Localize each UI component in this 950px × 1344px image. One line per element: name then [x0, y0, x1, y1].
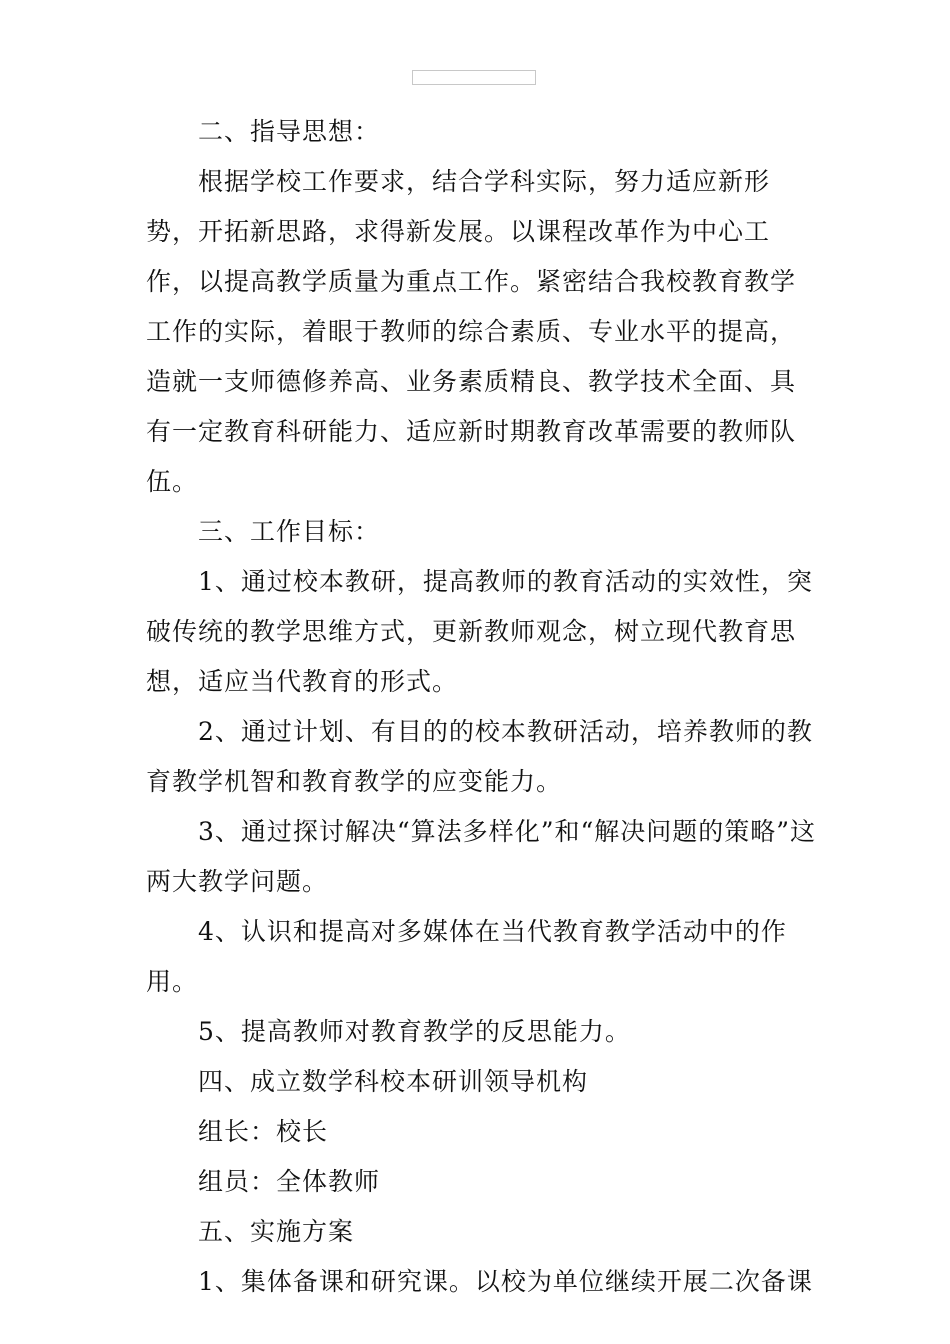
section-heading-work-goals: 三、工作目标：	[198, 517, 381, 546]
document-body	[146, 107, 818, 1307]
goal-item-2: 2、通过计划、有目的的校本教研活动，培养教师的教育教学机智和教育教学的应变能力。	[146, 717, 813, 796]
section-heading-implementation: 五、实施方案	[198, 1217, 355, 1246]
implementation-item-1: 1、集体备课和研究课。以校为单位继续开展二次备课	[198, 1267, 813, 1296]
leader-line: 组长：校长	[198, 1117, 329, 1146]
goal-item-4: 4、认识和提高对多媒体在当代教育教学活动中的作用。	[146, 917, 787, 996]
members-line: 组员：全体教师	[198, 1167, 381, 1196]
goal-item-3: 3、通过探讨解决“算法多样化”和“解决问题的策略”这两大教学问题。	[146, 817, 817, 896]
goal-item-5: 5、提高教师对教育教学的反思能力。	[198, 1017, 631, 1046]
section-heading-leadership: 四、成立数学科校本研训领导机构	[198, 1067, 589, 1096]
goal-item-1: 1、通过校本教研，提高教师的教育活动的实效性，突破传统的教学思维方式，更新教师观念，树立现代教育思想，适应当代教育的形式。	[146, 567, 813, 696]
paragraph-guiding-thought: 根据学校工作要求，结合学科实际，努力适应新形势，开拓新思路，求得新发展。以课程改革作为中心工作，以提高教学质量为重点工作。紧密结合我校教育教学工作的实际，着眼于教师的综合素质、专业水平的提高，造就一支师德修养高、业务素质精良、教学技术全面、具有一定教育科研能力、适应新时期教育改革需要的教师队伍。	[146, 167, 797, 496]
section-heading-guiding-thought: 二、指导思想：	[198, 117, 381, 146]
page-header-box	[412, 70, 536, 85]
